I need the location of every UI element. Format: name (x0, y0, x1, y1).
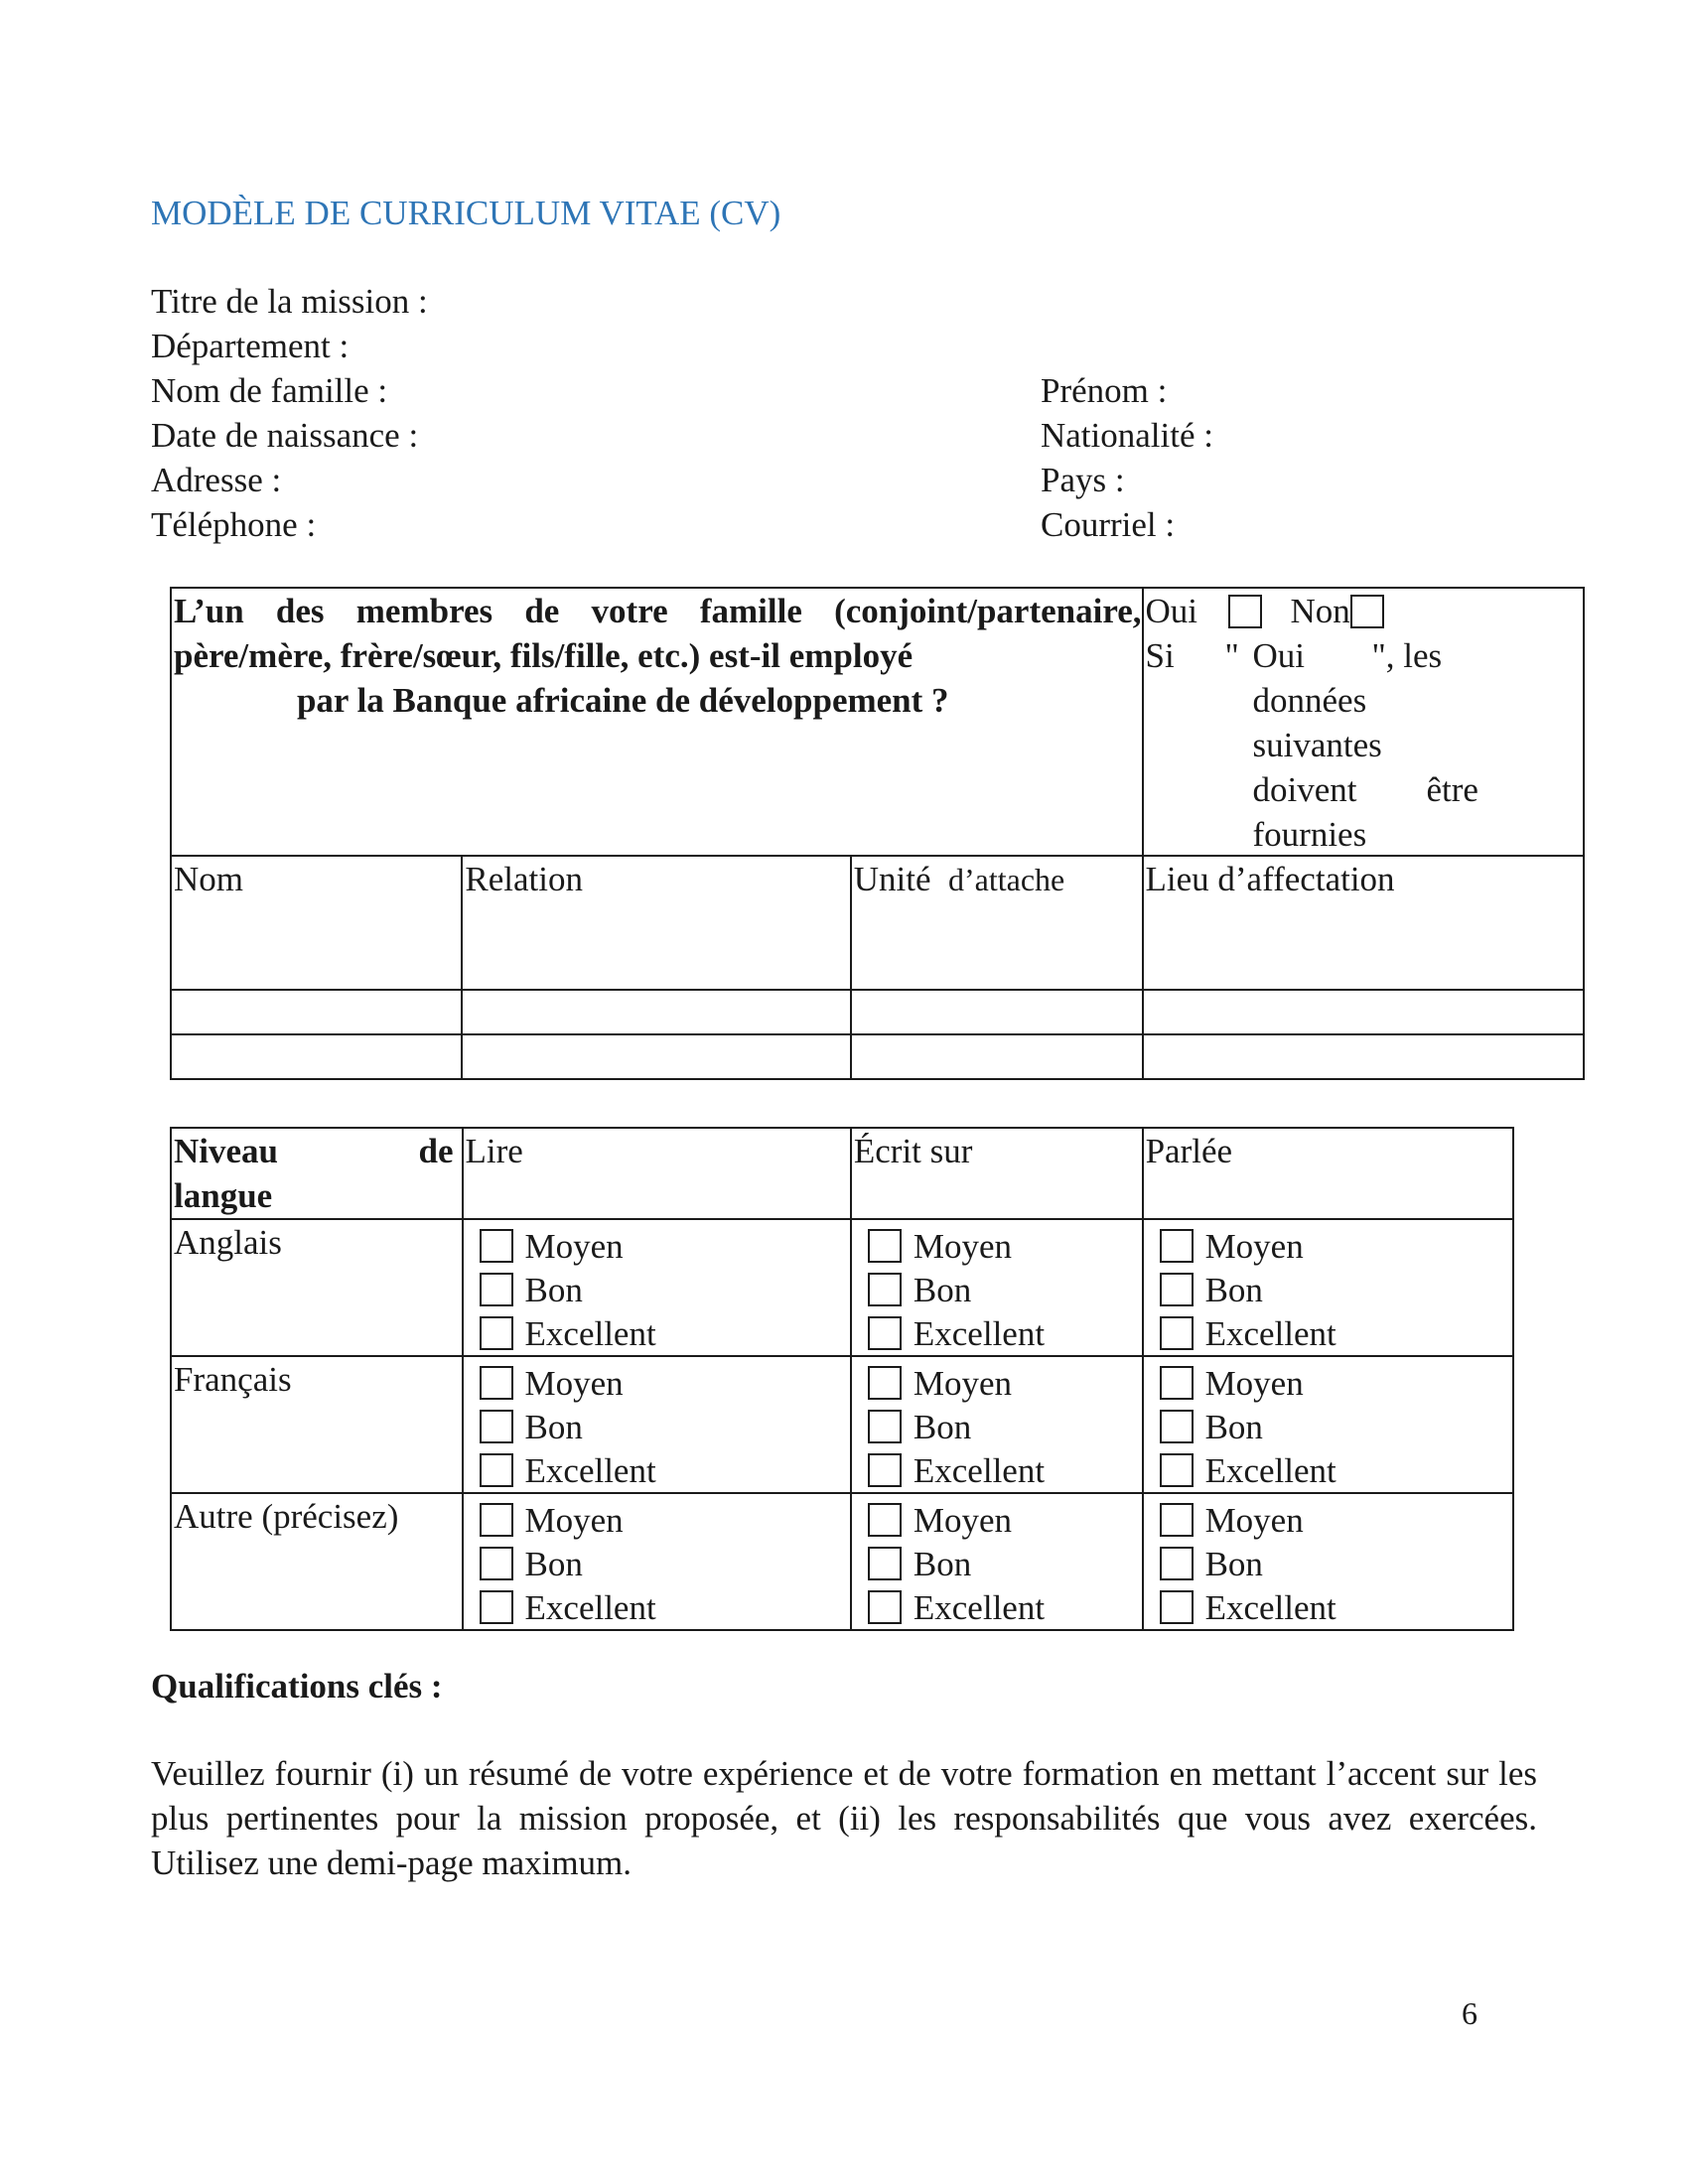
if-yes-text: données (1252, 681, 1367, 720)
level-option-label: Bon (524, 1407, 583, 1446)
table-row (171, 1034, 1584, 1079)
level-header-text: langue (174, 1176, 273, 1215)
yes-checkbox[interactable] (1228, 595, 1262, 628)
level-option[interactable] (1160, 1224, 1512, 1268)
level-option-label: Bon (524, 1270, 583, 1309)
skill-cell (851, 1493, 1143, 1630)
col-header-name: Nom (171, 856, 462, 990)
level-option[interactable] (868, 1361, 1142, 1405)
level-option[interactable] (1160, 1542, 1512, 1585)
skill-cell (851, 1219, 1143, 1356)
level-checkbox[interactable] (868, 1547, 902, 1580)
level-checkbox[interactable] (1160, 1410, 1194, 1443)
level-option[interactable] (1160, 1405, 1512, 1448)
level-option[interactable] (868, 1405, 1142, 1448)
level-option[interactable] (1160, 1498, 1512, 1542)
if-yes-text: Si (1145, 636, 1175, 675)
if-yes-text: ", les (1371, 636, 1443, 675)
level-checkbox[interactable] (480, 1366, 513, 1400)
skill-cell (463, 1219, 851, 1356)
level-option-label: Excellent (524, 1450, 656, 1490)
skill-cell (1143, 1493, 1513, 1630)
level-option[interactable] (1160, 1268, 1512, 1311)
level-option[interactable] (480, 1361, 850, 1405)
level-option-label: Excellent (1204, 1587, 1336, 1627)
level-checkbox[interactable] (480, 1503, 513, 1537)
first-name-label: Prénom : (1041, 371, 1168, 410)
level-option-label: Moyen (524, 1500, 624, 1540)
if-yes-note (1146, 633, 1583, 852)
skill-cell (1143, 1356, 1513, 1493)
family-question-line: père/mère, frère/sœur, fils/fille, etc.) est-il employé (174, 636, 914, 675)
level-option-label: Excellent (524, 1587, 656, 1627)
col-header-location: Lieu d’affectation (1143, 856, 1584, 990)
level-option[interactable] (480, 1224, 850, 1268)
department-label: Département : (151, 327, 350, 365)
col-header-written: Écrit sur (851, 1128, 1143, 1219)
skill-cell (851, 1356, 1143, 1493)
level-option-label: Excellent (913, 1313, 1046, 1353)
level-checkbox[interactable] (1160, 1503, 1194, 1537)
family-question-cell (171, 588, 1143, 856)
language-name: Anglais (171, 1219, 463, 1356)
level-option[interactable] (480, 1585, 850, 1629)
page-number: 6 (1462, 1995, 1477, 2031)
col-header-spoken: Parlée (1143, 1128, 1513, 1219)
input-cell[interactable] (851, 990, 1143, 1034)
level-checkbox[interactable] (1160, 1316, 1194, 1350)
level-checkbox[interactable] (1160, 1273, 1194, 1306)
qualifications-text: Veuillez fournir (i) un résumé de votre expérience et de votre formation en mettant l’accent sur les plus pertinentes pour la mission proposée, et (ii) les responsabilités que vous avez exercées. Utilisez une demi-page maximum. (151, 1754, 1537, 1882)
level-option[interactable] (1160, 1311, 1512, 1355)
level-checkbox[interactable] (1160, 1366, 1194, 1400)
level-option-label: Excellent (1204, 1313, 1336, 1353)
language-row (171, 1493, 1513, 1630)
level-option-label: Excellent (1204, 1450, 1336, 1490)
input-cell[interactable] (1143, 990, 1584, 1034)
qualifications-heading: Qualifications clés : (151, 1667, 443, 1706)
level-checkbox[interactable] (480, 1273, 513, 1306)
family-question-line: par la Banque africaine de développement ? (296, 681, 949, 720)
level-option-label: Excellent (913, 1450, 1046, 1490)
if-yes-text: être (1426, 770, 1478, 809)
level-checkbox[interactable] (480, 1229, 513, 1263)
level-option-label: Bon (913, 1407, 972, 1446)
level-option-label: Moyen (524, 1226, 624, 1266)
birth-date-label: Date de naissance : (151, 416, 419, 455)
language-name: Français (171, 1356, 463, 1493)
yes-no-cell (1143, 588, 1584, 856)
level-checkbox[interactable] (480, 1316, 513, 1350)
col-header-relation: Relation (462, 856, 850, 990)
language-row (171, 1219, 1513, 1356)
level-option[interactable] (1160, 1448, 1512, 1492)
level-checkbox[interactable] (1160, 1547, 1194, 1580)
unit-label: Unité (853, 860, 931, 898)
family-question-line: L’un des membres de votre famille (conjoint/partenaire, (174, 592, 1142, 630)
skill-cell (463, 1493, 851, 1630)
level-checkbox[interactable] (480, 1453, 513, 1487)
level-option[interactable] (868, 1498, 1142, 1542)
level-checkbox[interactable] (1160, 1590, 1194, 1624)
level-option-label: Excellent (913, 1587, 1046, 1627)
level-option-label: Bon (1204, 1544, 1263, 1583)
level-option[interactable] (1160, 1361, 1512, 1405)
input-cell[interactable] (1143, 1034, 1584, 1079)
level-option[interactable] (868, 1585, 1142, 1629)
nationality-label: Nationalité : (1041, 416, 1213, 455)
level-checkbox[interactable] (1160, 1453, 1194, 1487)
last-name-label: Nom de famille : (151, 371, 388, 410)
level-option-label: Bon (524, 1544, 583, 1583)
level-option[interactable] (868, 1311, 1142, 1355)
level-option-label: Moyen (1204, 1500, 1304, 1540)
country-label: Pays : (1041, 461, 1125, 499)
level-checkbox[interactable] (480, 1410, 513, 1443)
unit-label: d’attache (947, 862, 1065, 897)
level-checkbox[interactable] (1160, 1229, 1194, 1263)
no-checkbox[interactable] (1350, 595, 1384, 628)
level-option-label: Bon (913, 1544, 972, 1583)
input-cell[interactable] (171, 990, 462, 1034)
col-header-read: Lire (463, 1128, 851, 1219)
level-checkbox[interactable] (480, 1590, 513, 1624)
if-yes-text: suivantes (1252, 726, 1382, 764)
level-checkbox[interactable] (868, 1229, 902, 1263)
input-cell[interactable] (462, 1034, 850, 1079)
level-checkbox[interactable] (480, 1547, 513, 1580)
col-header-unit (851, 856, 1143, 990)
input-cell[interactable] (851, 1034, 1143, 1079)
level-option-label: Moyen (1204, 1226, 1304, 1266)
level-option-label: Moyen (913, 1226, 1013, 1266)
level-checkbox[interactable] (868, 1273, 902, 1306)
level-option[interactable] (480, 1498, 850, 1542)
skill-cell (463, 1356, 851, 1493)
level-checkbox[interactable] (868, 1316, 902, 1350)
level-checkbox[interactable] (868, 1366, 902, 1400)
family-table (170, 587, 1585, 1080)
level-option[interactable] (868, 1542, 1142, 1585)
level-option-label: Moyen (524, 1363, 624, 1403)
level-option[interactable] (480, 1311, 850, 1355)
level-option-label: Excellent (524, 1313, 656, 1353)
phone-label: Téléphone : (151, 505, 317, 544)
level-option-label: Bon (1204, 1407, 1263, 1446)
if-yes-text: doivent (1252, 770, 1357, 809)
level-header (171, 1128, 463, 1219)
yes-label: Oui (1145, 592, 1198, 630)
level-checkbox[interactable] (868, 1503, 902, 1537)
level-checkbox[interactable] (868, 1453, 902, 1487)
email-label: Courriel : (1041, 505, 1176, 544)
level-option-label: Bon (1204, 1270, 1263, 1309)
level-header-text: Niveau (174, 1132, 278, 1170)
no-label: Non (1290, 592, 1350, 630)
page-title: MODÈLE DE CURRICULUM VITAE (CV) (151, 194, 781, 232)
if-yes-text: fournies (1252, 815, 1367, 854)
skill-cell (1143, 1219, 1513, 1356)
level-header-text: de (418, 1132, 454, 1170)
level-option-label: Moyen (913, 1500, 1013, 1540)
if-yes-text: " (1224, 636, 1239, 675)
level-option[interactable] (480, 1448, 850, 1492)
input-cell[interactable] (171, 1034, 462, 1079)
table-row (171, 990, 1584, 1034)
level-option-label: Moyen (913, 1363, 1013, 1403)
level-option[interactable] (1160, 1585, 1512, 1629)
level-option-label: Moyen (1204, 1363, 1304, 1403)
language-name: Autre (précisez) (171, 1493, 463, 1630)
level-option[interactable] (868, 1268, 1142, 1311)
level-option[interactable] (480, 1268, 850, 1311)
level-checkbox[interactable] (868, 1590, 902, 1624)
address-label: Adresse : (151, 461, 282, 499)
level-option-label: Bon (913, 1270, 972, 1309)
input-cell[interactable] (462, 990, 850, 1034)
mission-label: Titre de la mission : (151, 282, 428, 321)
language-table (170, 1127, 1514, 1631)
if-yes-text: Oui (1252, 636, 1306, 675)
level-option[interactable] (480, 1542, 850, 1585)
level-option[interactable] (868, 1224, 1142, 1268)
level-option[interactable] (480, 1405, 850, 1448)
language-row (171, 1356, 1513, 1493)
level-checkbox[interactable] (868, 1410, 902, 1443)
level-option[interactable] (868, 1448, 1142, 1492)
